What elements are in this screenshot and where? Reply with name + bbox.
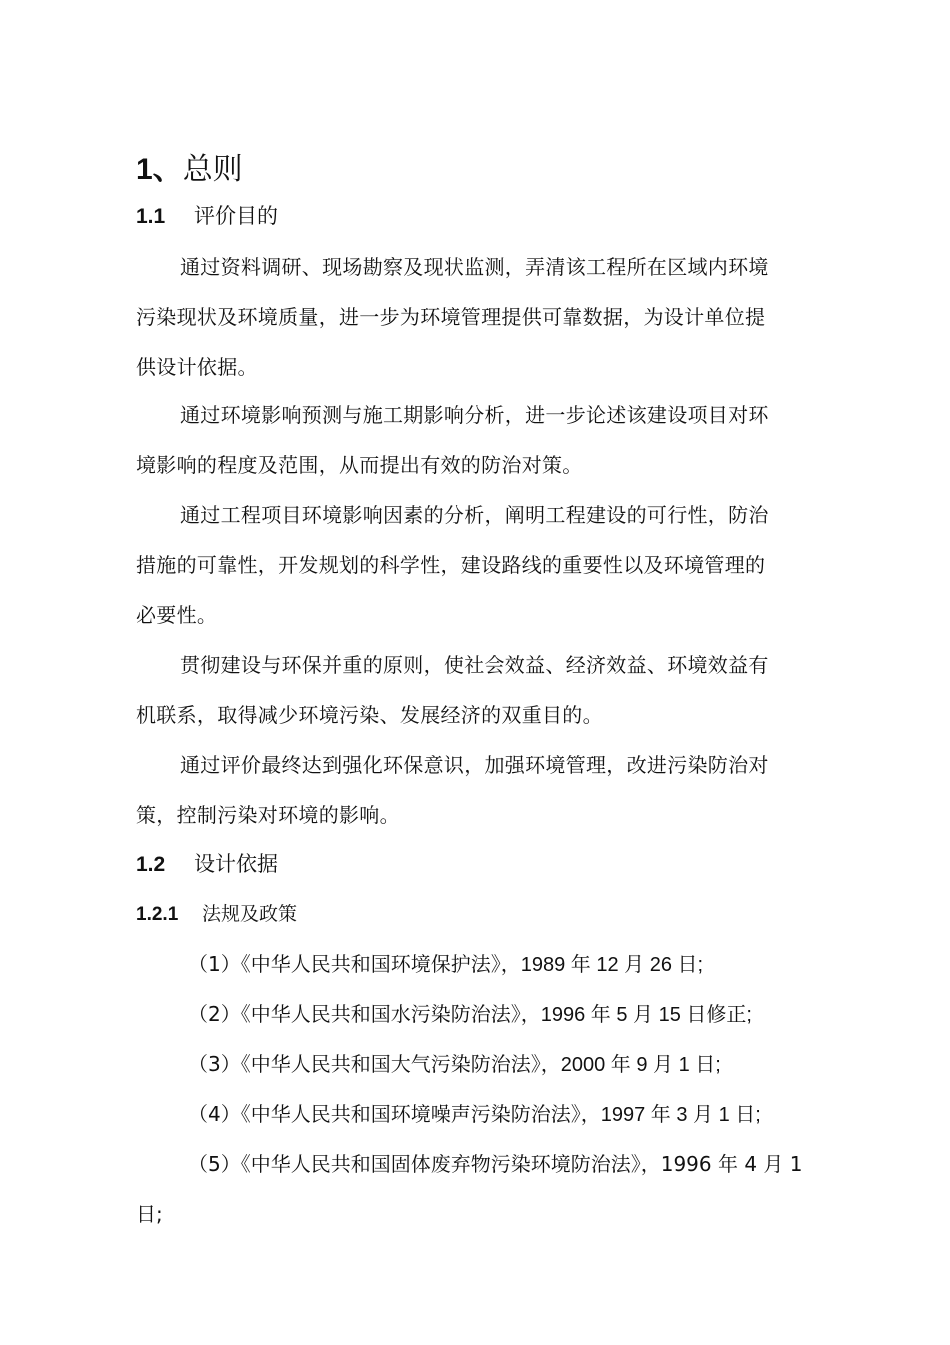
chapter-number: 1、 [136,153,183,186]
subsection-title: 法规及政策 [202,903,298,925]
law-item-4 [188,1089,761,1140]
chapter-title: 总则 [182,152,243,187]
subsection-heading-1-2-1 [136,899,297,930]
section-number: 1.2 [136,853,166,876]
law-date: ，1996 年 4 月 1 日; [136,1152,803,1226]
section-number: 1.1 [136,205,166,228]
paragraph-4: 贯彻建设与环保并重的原则，使社会效益、经济效益、环境效益有机联系，取得减少环境污染、发展经济的双重目的。 [136,653,769,727]
paragraph-5: 通过评价最终达到强化环保意识，加强环境管理，改进污染防治对策，控制污染对环境的影响。 [136,753,769,827]
paragraph-1: 通过资料调研、现场勘察及现状监测，弄清该工程所在区域内环境污染现状及环境质量，进一步为环境管理提供可靠数据，为设计单位提供设计依据。 [136,255,769,379]
law-item-2 [188,989,752,1040]
law-name: （3）《中华人民共和国大气污染防治法》 [188,1052,541,1076]
law-date: ，2000 年 9 月 1 日; [540,1054,721,1076]
paragraph-2: 通过环境影响预测与施工期影响分析，进一步论述该建设项目对环境影响的程度及范围，从而提出有效的防治对策。 [136,403,769,477]
law-date: ，1996 年 5 月 15 日修正; [520,1004,752,1026]
section-heading-1-1 [136,200,278,233]
law-item-3 [188,1039,721,1090]
law-name: （2）《中华人民共和国水污染防治法》 [188,1002,521,1026]
law-name: （5）《中华人民共和国固体废弃物污染环境防治法》 [188,1152,641,1176]
law-item-5 [136,1139,816,1239]
section-title: 设计依据 [194,852,278,876]
chapter-heading [136,148,243,192]
paragraph-3: 通过工程项目环境影响因素的分析，阐明工程建设的可行性，防治措施的可靠性，开发规划的科学性，建设路线的重要性以及环境管理的必要性。 [136,503,769,627]
law-name: （4）《中华人民共和国环境噪声污染防治法》 [188,1102,581,1126]
section-heading-1-2 [136,848,278,881]
subsection-number: 1.2.1 [136,904,179,925]
law-date: ，1997 年 3 月 1 日; [580,1104,761,1126]
section-title: 评价目的 [194,204,278,228]
law-name: （1）《中华人民共和国环境保护法》 [188,952,501,976]
law-item-1 [188,939,703,990]
law-date: ，1989 年 12 月 26 日; [500,954,704,976]
